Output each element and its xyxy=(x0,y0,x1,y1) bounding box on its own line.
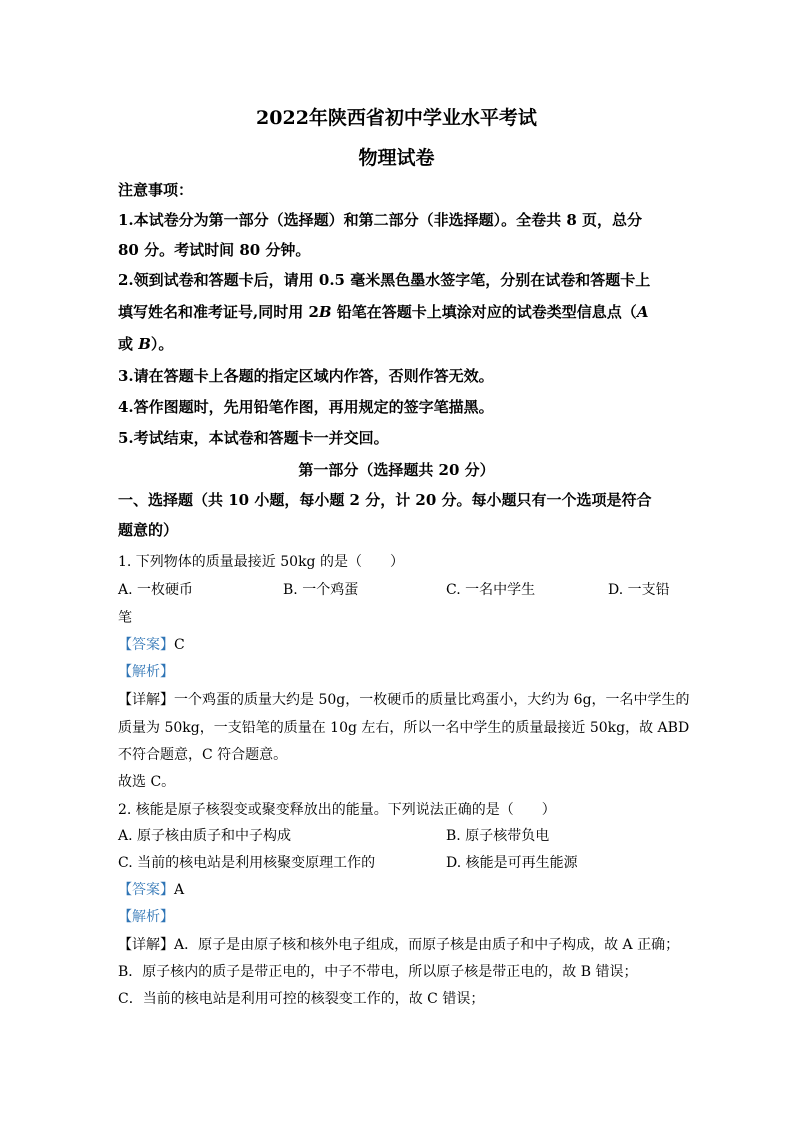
question-1-answer xyxy=(118,635,185,655)
page-title: 2022年陕西省初中学业水平考试 xyxy=(256,107,537,129)
question-2-answer-value: A xyxy=(174,882,185,898)
notice-item-2-line-1: 2.领到试卷和答题卡后，请用 0.5 毫米黑色墨水签字笔，分别在试卷和答题卡上 xyxy=(118,271,651,289)
question-1-detail-line-3: 不符合题意，C 符合题意。 xyxy=(118,747,288,763)
notice-item-2-line-2-var-a: A xyxy=(636,303,649,321)
question-2-option-d: D. 核能是可再生能源 xyxy=(446,855,578,871)
detail-tag: 【详解】 xyxy=(118,937,174,953)
question-1-option-a: A. 一枚硬币 xyxy=(118,582,194,598)
question-2-option-c: C. 当前的核电站是利用核聚变原理工作的 xyxy=(118,855,376,871)
answer-tag: 【答案】 xyxy=(118,882,174,898)
question-2-detail-line-1 xyxy=(118,935,679,955)
question-2-detail-line-3: C．当前的核电站是利用可控的核裂变工作的，故 C 错误； xyxy=(118,991,485,1007)
notice-item-2-line-2-text-a: 填写姓名和准考证号,同时用 2 xyxy=(118,303,319,321)
notice-item-2-line-2-text-c: 铅笔在答题卡上填涂对应的试卷类型信息点（ xyxy=(331,303,637,321)
part-one-heading: 第一部分（选择题共 20 分） xyxy=(298,461,495,479)
notice-item-5: 5.考试结束，本试卷和答题卡一并交回。 xyxy=(118,429,389,447)
question-2-answer xyxy=(118,880,184,900)
question-2-option-b: B. 原子核带负电 xyxy=(446,828,550,844)
question-1-answer-value: C xyxy=(174,637,185,653)
question-1-detail-line-2: 质量为 50kg，一支铅笔的质量在 10g 左右，所以一名中学生的质量最接近 50kg，故 ABD xyxy=(118,720,690,736)
notice-item-2-line-3 xyxy=(118,334,173,354)
question-1-option-c: C. 一名中学生 xyxy=(446,582,536,598)
question-2-option-a: A. 原子核由质子和中子构成 xyxy=(118,828,292,844)
notice-item-1-line-2: 80 分。考试时间 80 分钟。 xyxy=(118,241,311,259)
question-1-detail-text-1: 一个鸡蛋的质量大约是 50g，一枚硬币的质量比鸡蛋小，大约为 6g，一名中学生的 xyxy=(174,692,690,708)
question-1-stem: 1. 下列物体的质量最接近 50kg 的是（ ） xyxy=(118,554,404,570)
question-1-option-d-wrap: 笔 xyxy=(118,610,132,626)
section-one-heading-line-1: 一、选择题（共 10 小题，每小题 2 分，计 20 分。每小题只有一个选项是符合 xyxy=(118,491,652,509)
question-1-detail-line-1 xyxy=(118,690,690,710)
notice-item-2-line-2 xyxy=(118,302,648,322)
notice-item-1-line-1: 1.本试卷分为第一部分（选择题）和第二部分（非选择题）。全卷共 8 页，总分 xyxy=(118,211,643,229)
answer-tag: 【答案】 xyxy=(118,637,174,653)
notice-item-2-line-3-var-b: B xyxy=(138,335,151,353)
question-2-detail-text-1: A．原子是由原子核和核外电子组成，而原子核是由质子和中子构成，故 A 正确； xyxy=(174,937,680,953)
question-1-analysis-tag: 【解析】 xyxy=(118,664,174,680)
detail-tag: 【详解】 xyxy=(118,692,174,708)
question-2-stem: 2. 核能是原子核裂变或聚变释放出的能量。下列说法正确的是（ ） xyxy=(118,802,556,818)
section-one-heading-line-2: 题意的） xyxy=(118,521,179,539)
notice-item-2-line-3-text-a: 或 xyxy=(118,335,139,353)
notice-item-3: 3.请在答题卡上各题的指定区域内作答，否则作答无效。 xyxy=(118,367,494,385)
notice-item-2-line-3-text-c: ）。 xyxy=(150,335,174,353)
question-2-analysis-tag: 【解析】 xyxy=(118,909,174,925)
question-1-option-d: D. 一支铅 xyxy=(608,582,670,598)
question-1-conclusion: 故选 C。 xyxy=(118,774,176,790)
notice-item-4: 4.答作图题时，先用铅笔作图，再用规定的签字笔描黑。 xyxy=(118,398,494,416)
question-2-detail-line-2: B．原子核内的质子是带正电的，中子不带电，所以原子核是带正电的，故 B 错误； xyxy=(118,964,638,980)
page-subtitle: 物理试卷 xyxy=(358,147,435,169)
question-1-option-b: B. 一个鸡蛋 xyxy=(283,582,359,598)
notice-item-2-line-2-var-b: B xyxy=(318,303,332,321)
notice-heading: 注意事项： xyxy=(118,181,194,199)
